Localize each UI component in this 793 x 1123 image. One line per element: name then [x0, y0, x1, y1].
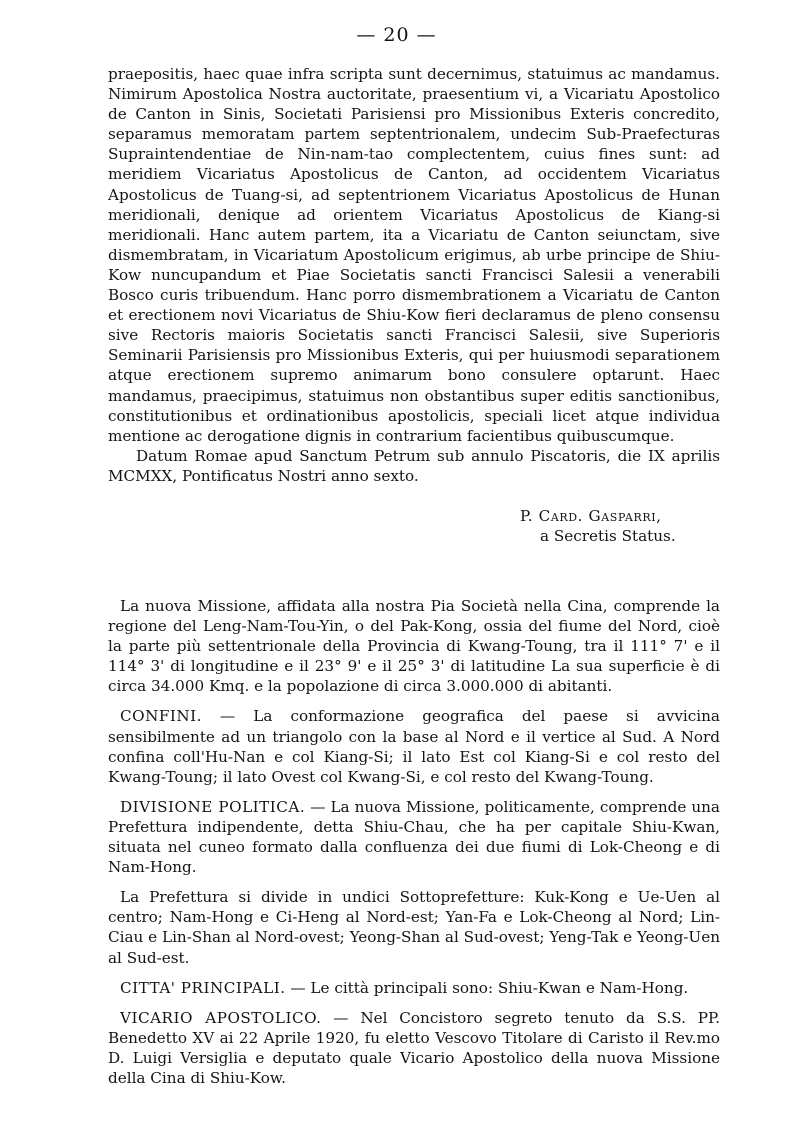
citta-heading: CITTA' PRINCIPALI. [120, 978, 286, 997]
vicario-heading: VICARIO APOSTOLICO. [120, 1008, 322, 1027]
signature-title: a Secretis Status. [540, 527, 676, 546]
confini-paragraph [108, 706, 720, 786]
latin-decree-paragraph: praepositis, haec quae infra scripta sunt decernimus, statuimus ac mandamus. Nimirum Apostolica Nostra auctoritate, praesentium vi, a Vicariatu Apostolico de Canton in Sinis, Societati Parisiensi pro Missionibus Exteris concredito, separamus memoratam partem septentrionalem, undecim Sub-Praefecturas Supraintendentiae de Nin-nam-tao complectentem, cuius fines sunt: ad meridiem Vicariatus Apostolicus de Canton, ad occidentem Vicariatus Apostolicus de Tuang-si, ad septentrionem Vicariatus Apostolicus de Hunan meridionali, denique ad orientem Vicariatus Apostolicus de Kiang-si meridionali. Hanc autem partem, ita a Vicariatu de Canton seiunctam, sive dismembratam, in Vicariatum Apostolicum erigimus, ab urbe principe de Shiu-Kow nuncupandum et Piae Societatis sancti Francisci Salesii a venerabili Bosco curis tribuendum. Hanc porro dismembrationem a Vicariatu de Canton et erectionem novi Vicariatus de Shiu-Kow fieri declaramus de pleno consensu sive Rectoris maioris Societatis sancti Francisci Salesii, sive Superioris Seminarii Parisiensis pro Missionibus Exteris, qui per huiusmodi separationem atque erectionem supremo animarum bono consulere optarunt. Haec mandamus, praecipimus, statuimus non obstantibus super editis sanctionibus, constitutionibus et ordinationibus apostolicis, speciali licet atque individua mentione ac derogatione dignis in contrarium facientibus quibuscumque. [108, 65, 720, 445]
signature-prefix: P. [520, 507, 539, 525]
latin-decree-date: Datum Romae apud Sanctum Petrum sub annulo Piscatoris, die IX aprilis MCMXX, Pontificatus Nostri anno sexto. [108, 446, 720, 485]
divisione-heading: DIVISIONE POLITICA. [120, 797, 306, 816]
divisione-paragraph [108, 797, 720, 877]
citta-text: — Le città principali sono: Shiu-Kwan e Nam-Hong. [285, 978, 689, 997]
latin-decree-section [108, 64, 720, 486]
citta-paragraph [108, 978, 720, 998]
intro-paragraph: La nuova Missione, affidata alla nostra Pia Società nella Cina, comprende la regione del Leng-Nam-Tou-Yin, o del Pak-Kong, ossia del fiume del Nord, cioè la parte più settentrionale della Provincia di Kwang-Toung, tra il 111° 7' e il 114° 3' di longitudine e il 23° 9' e il 25° 3' di latitudine La sua superficie è di circa 34.000 Kmq. e la popolazione di circa 3.000.000 di abitanti. [108, 597, 720, 696]
signature-name-line [520, 506, 750, 526]
confini-heading: CONFINI. [120, 707, 203, 726]
page-number: — 20 — [356, 24, 437, 46]
vicario-paragraph [108, 1008, 720, 1088]
confini-text: — La conformazione geografica del paese si avvicina sensibilmente ad un triangolo con la base al Nord e il vertice al Sud. A Nord confina coll'Hu-Nan e col Kiang-Si; il lato Est col Kiang-Si e col resto del Kwang-Toung; il lato Ovest col Kwang-Si, e col resto del Kwang-Toung. [108, 707, 720, 786]
italian-description-section [108, 596, 720, 1088]
divisione-text: — La nuova Missione, politicamente, comprende una Prefettura indipendente, detta Shiu-Chau, che ha per capitale Shiu-Kwan, situata nel cuneo formato dalla confluenza dei due fiumi di Lok-Cheong e di Nam-Hong. [108, 797, 720, 877]
signature-block [520, 506, 750, 546]
signature-name: Card. Gasparri, [538, 507, 662, 525]
vicario-text: — Nel Concistoro segreto tenuto da S.S. PP. Benedetto XV ai 22 Aprile 1920, fu eletto Vescovo Titolare di Caristo il Rev.mo D. Luigi Versiglia e deputato quale Vicario Apostolico della nuova Missione della Cina di Shiu-Kow. [108, 1008, 720, 1087]
prefettura-paragraph: La Prefettura si divide in undici Sottoprefetture: Kuk-Kong e Ue-Uen al centro; Nam-Hong e Ci-Heng al Nord-est; Yan-Fa e Lok-Cheong al Nord; Lin-Ciau e Lin-Shan al Nord-ovest; Yeong-Shan al Sud-ovest; Yeng-Tak e Yeong-Uen al Sud-est. [108, 888, 720, 967]
